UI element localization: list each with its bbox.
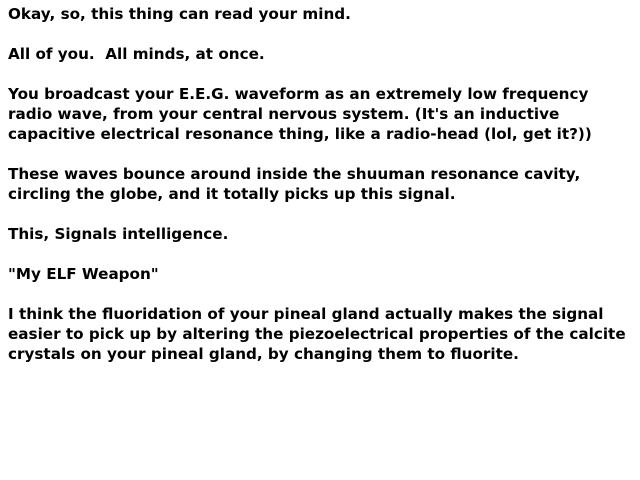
paragraph-intro: Okay, so, this thing can read your mind. — [8, 5, 351, 23]
paragraph-all-minds: All of you. All minds, at once. — [8, 45, 265, 63]
paragraph-signals-intelligence: This, Signals intelligence. — [8, 225, 229, 243]
paragraph-elf-weapon: "My ELF Weapon" — [8, 265, 159, 283]
paragraph-resonance-cavity: These waves bounce around inside the shuuman resonance cavity, circling the globe, and it totally picks up this signal. — [8, 165, 586, 203]
paragraph-broadcast: You broadcast your E.E.G. waveform as an extremely low frequency radio wave, from your central nervous system. (It's an inductive capacitive electrical resonance thing, like a radio-head (lol, get it?)) — [8, 85, 594, 143]
paragraph-fluoridation: I think the fluoridation of your pineal gland actually makes the signal easier to pick up by altering the piezoelectrical properties of the calcite crystals on your pineal gland, by changing them to fluorite. — [8, 305, 631, 363]
